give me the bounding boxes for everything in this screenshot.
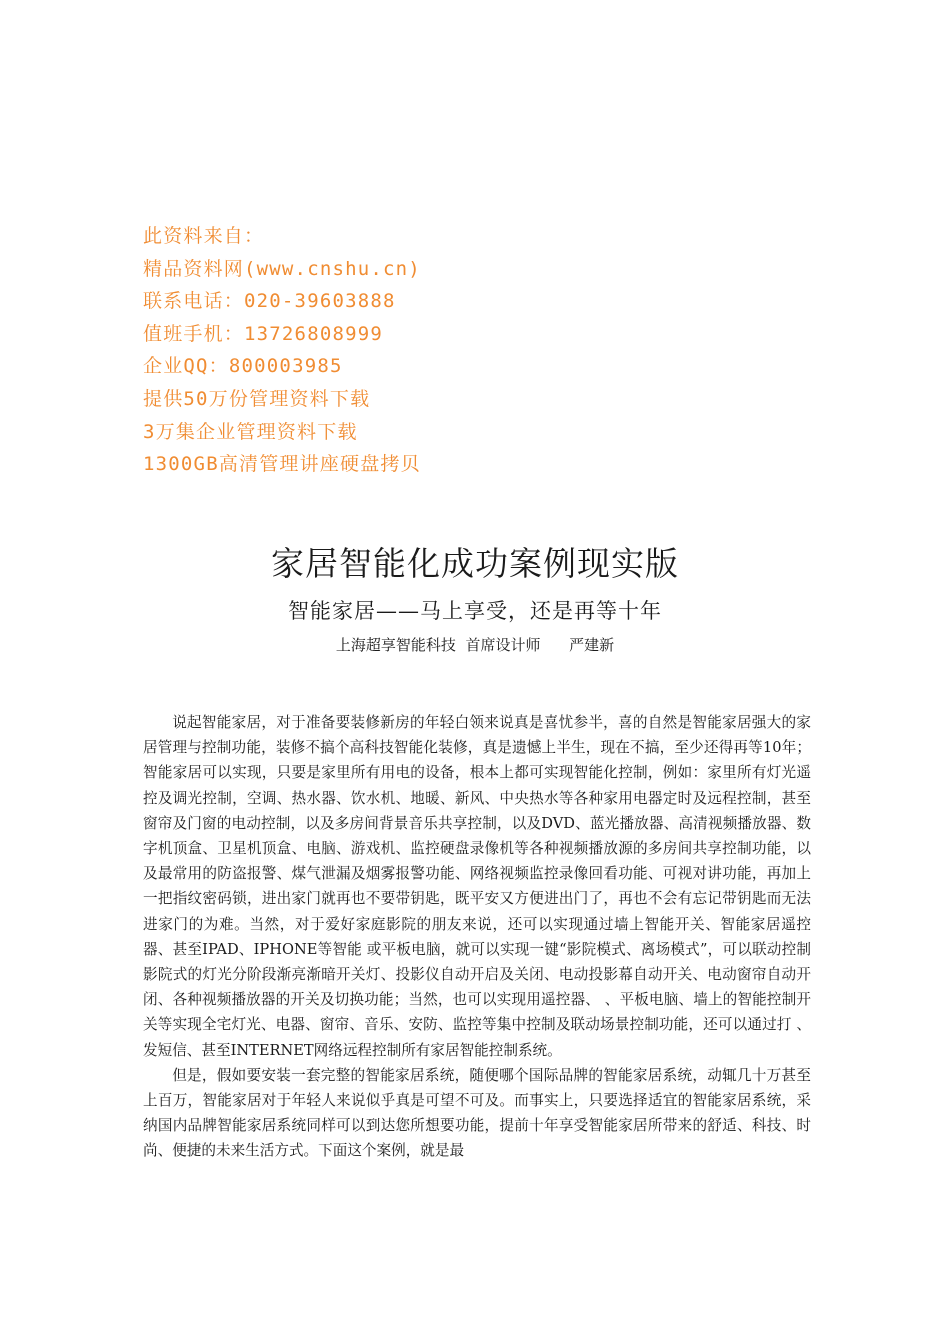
document-title: 家居智能化成功案例现实版 xyxy=(271,544,679,583)
ad-line-offer-2: 3万集企业管理资料下载 xyxy=(143,420,358,443)
ad-line-qq: 企业QQ：800003985 xyxy=(143,355,343,378)
ad-line-source: 此资料来自： xyxy=(143,225,265,247)
ad-line-phone: 联系电话：020-39603888 xyxy=(143,290,396,313)
ad-line-offer-3: 1300GB高清管理讲座硬盘拷贝 xyxy=(143,453,421,476)
body-paragraph: 但是，假如要安装一套完整的智能家居系统，随便哪个国际品牌的智能家居系统，动辄几十万甚至上百万，智能家居对于年轻人来说似乎真是可望不可及。而事实上，只要选择适宜的智能家居系统，采纳国内品牌智能家居系统同样可以到达您所想要功能，提前十年享受智能家居所带来的舒适、科技、时尚、便捷的未来生活方式。下面这个案例，就是最 xyxy=(143,1066,811,1160)
document-body xyxy=(143,710,811,1164)
ad-line-mobile: 值班手机：13726808999 xyxy=(143,322,384,345)
source-ad-block xyxy=(143,220,703,481)
document-subtitle: 智能家居——马上享受，还是再等十年 xyxy=(288,599,662,623)
ad-line-offer-1: 提供50万份管理资料下载 xyxy=(143,387,371,410)
body-paragraph: 说起智能家居，对于准备要装修新房的年轻白领来说真是喜忧参半，喜的自然是智能家居强大的家居管理与控制功能，装修不搞个高科技智能化装修，真是遗憾上半生，现在不搞，至少还得再等10年；智能家居可以实现，只要是家里所有用电的设备，根本上都可实现智能化控制，例如：家里所有灯光遥控及调光控制，空调、热水器、饮水机、地暖、新风、中央热水等各种家用电器定时及远程控制，甚至窗帘及门窗的电动控制，以及多房间背景音乐共享控制，以及DVD、蓝光播放器、高清视频播放器、数字机顶盒、卫星机顶盒、电脑、游戏机、监控硬盘录像机等各种视频播放源的多房间共享控制功能，以及最常用的防盗报警、煤气泄漏及烟雾报警功能、网络视频监控录像回看功能、可视对讲功能，再加上一把指纹密码锁，进出家门就再也不要带钥匙，既平安又方便进出门了，再也不会有忘记带钥匙而无法进家门的为难。当然，对于爱好家庭影院的朋友来说，还可以实现通过墙上智能开关、智能家居遥控器、甚至IPAD、IPHONE等智能 或平板电脑，就可以实现一键“影院模式、离场模式”，可以联动控制影院式的灯光分阶段渐亮渐暗开关灯、投影仪自动开启及关闭、电动投影幕自动开关、电动窗帘自动开闭、各种视频播放器的开关及切换功能；当然，也可以实现用遥控器、 、平板电脑、墙上的智能控制开关等实现全宅灯光、电器、窗帘、音乐、安防、监控等集中控制及联动场景控制功能，还可以通过打 、发短信、甚至INTERNET网络远程控制所有家居智能控制系统。 xyxy=(143,714,811,1059)
document-heading xyxy=(0,538,950,658)
document-author: 上海超享智能科技 首席设计师 严建新 xyxy=(335,636,615,654)
ad-line-website: 精品资料网(www.cnshu.cn) xyxy=(143,257,421,280)
